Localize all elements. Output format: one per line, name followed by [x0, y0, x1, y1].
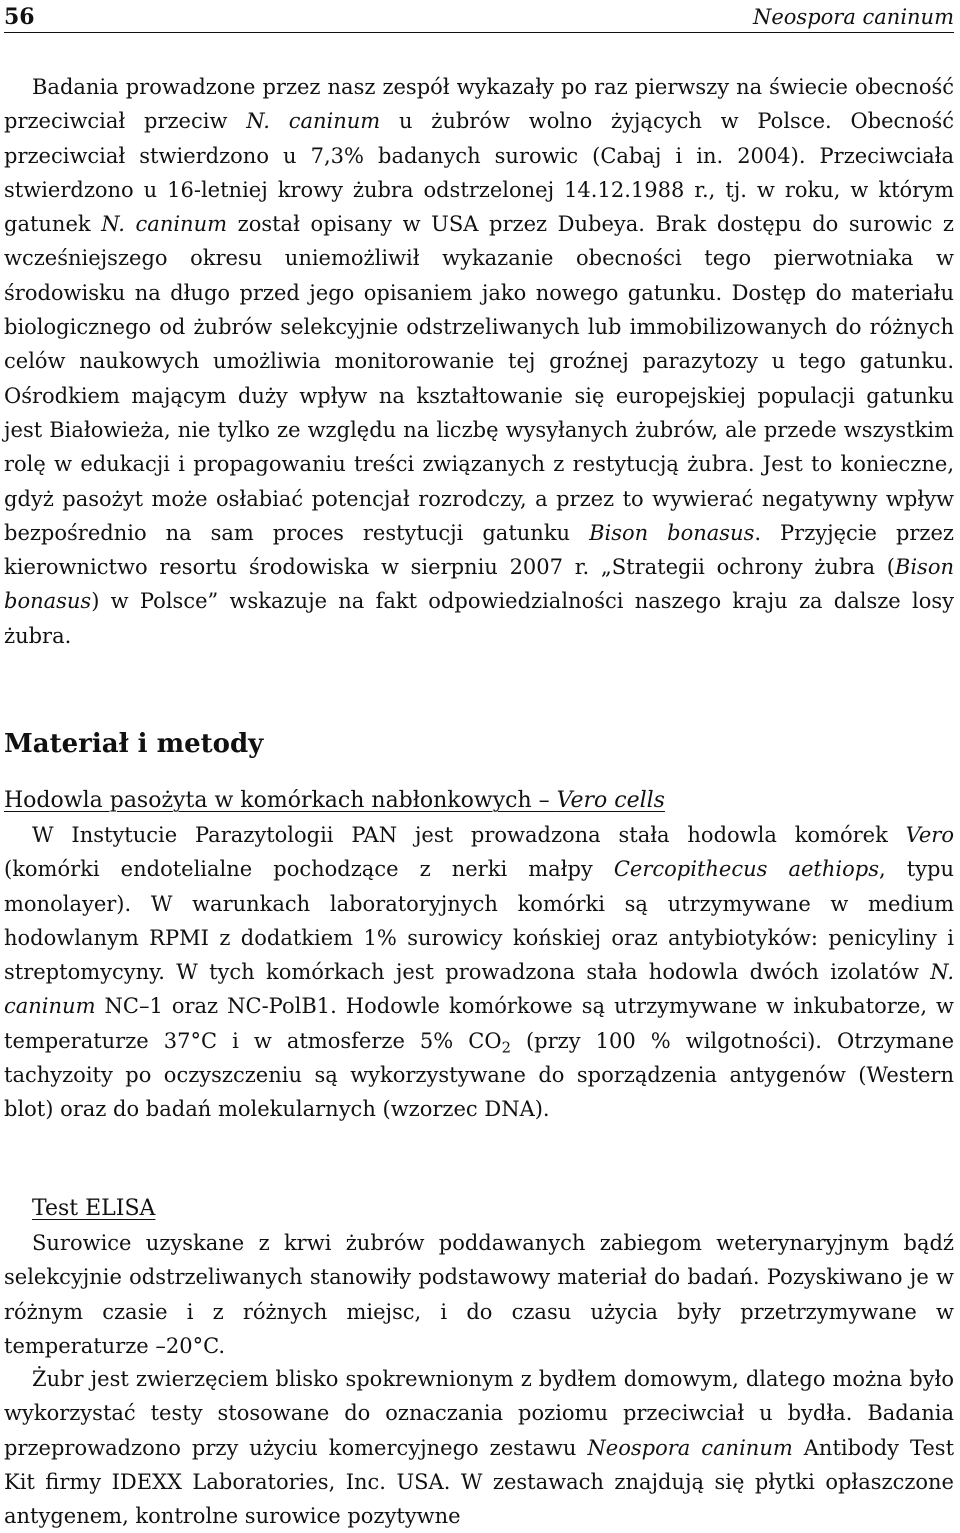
page-header	[4, 2, 954, 33]
page-number: 56	[4, 4, 35, 30]
subsection-heading-vero: Hodowla pasożyta w komórkach nabłonkowych – Vero cells	[4, 788, 665, 813]
running-title: Neospora caninum	[752, 5, 954, 29]
section-heading: Materiał i metody	[4, 729, 264, 759]
elisa-paragraph-1: Surowice uzyskane z krwi żubrów poddawanych zabiegom weterynaryjnym bądź selekcyjnie odstrzeliwanych stanowiły podstawowy materiał do badań. Pozyskiwano je w różnym czasie i z różnych miejsc, i do czasu użycia były przetrzymywane w temperaturze –20°C.	[4, 1231, 954, 1358]
vero-paragraph: W Instytucie Parazytologii PAN jest prowadzona stała hodowla komórek Vero (komórki endotelialne pochodzące z nerki małpy Cercopithecus aethiops, typu monolayer). W warunkach laboratoryjnych komórki są utrzymywane w medium hodowlanym RPMI z dodatkiem 1% surowicy końskiej oraz antybiotyków: penicyliny i streptomycyny. W tych komórkach jest prowadzona stała hodowla dwóch izolatów N. caninum NC–1 oraz NC-PolB1. Hodowle komórkowe są utrzymywane w inkubatorze, w temperaturze 37°C i w atmosferze 5% $CO_2$ (przy 100 % wilgotności). Otrzymane tachyzoity po oczyszczeniu są wykorzystywane do sporządzenia antygenów (Western blot) oraz do badań molekularnych (wzorzec DNA).	[4, 823, 955, 1122]
subsection-heading-elisa: Test ELISA	[32, 1196, 156, 1221]
elisa-paragraph-2: Żubr jest zwierzęciem blisko spokrewnionym z bydłem domowym, dlatego można było wykorzystać testy stosowane do oznaczania poziomu przeciwciał u bydła. Badania przeprowadzono przy użyciu komercyjnego zestawu Neospora caninum Antibody Test Kit firmy IDEXX Laboratories, Inc. USA. W zestawach znajdują się płytki opłaszczone antygenem, kontrolne surowice pozytywne	[4, 1367, 955, 1529]
document-page	[4, 0, 954, 1532]
intro-paragraph: Badania prowadzone przez nasz zespół wykazały po raz pierwszy na świecie obecność przeciwciał przeciw N. caninum u żubrów wolno żyjących w Polsce. Obecność przeciwciał stwierdzono u 7,3% badanych surowic (Cabaj i in. 2004). Przeciwciała stwierdzono u 16-letniej krowy żubra odstrzelonej 14.12.1988 r., tj. w roku, w którym gatunek N. caninum został opisany w USA przez Dubeya. Brak dostępu do surowic z wcześniejszego okresu uniemożliwił wykazanie obecności tego pierwotniaka w środowisku na długo przed jego opisaniem jako nowego gatunku. Dostęp do materiału biologicznego od żubrów selekcyjnie odstrzeliwanych lub immobilizowanych do różnych celów naukowych umożliwia monitorowanie tej groźnej parazytozy u tego gatunku. Ośrodkiem mającym duży wpływ na kształtowanie się europejskiej populacji gatunku jest Białowieża, nie tylko ze względu na liczbę wysyłanych żubrów, ale przede wszystkim rolę w edukacji i propagowaniu treści związanych z restytucją żubra. Jest to konieczne, gdyż pasożyt może osłabiać potencjał rozrodczy, a przez to wywierać negatywny wpływ bezpośrednio na sam proces restytucji gatunku Bison bonasus. Przyjęcie przez kierownictwo resortu środowiska w sierpniu 2007 r. „Strategii ochrony żubra (Bison bonasus) w Polsce” wskazuje na fakt odpowiedzialności naszego kraju za dalsze losy żubra.	[4, 75, 954, 648]
